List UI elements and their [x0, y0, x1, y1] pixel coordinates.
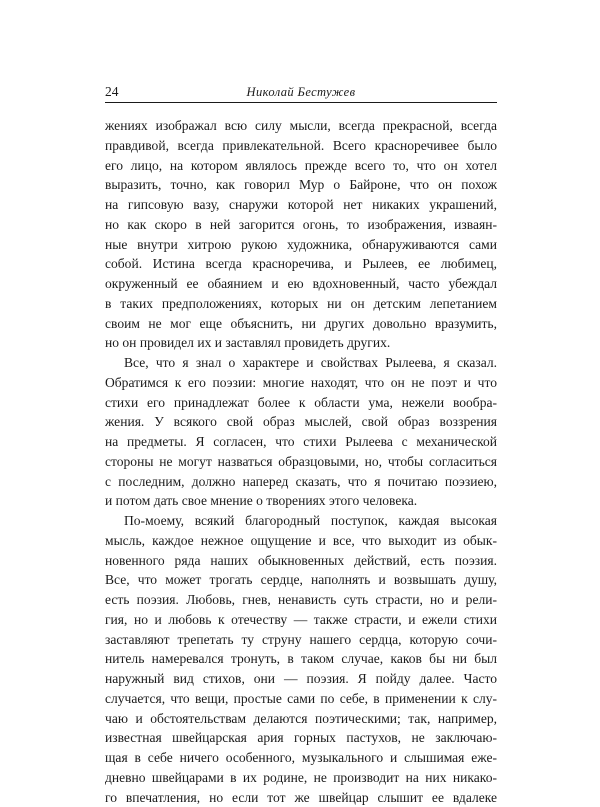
body-text: [105, 116, 497, 807]
text-line: стороны не могут назваться образцовыми, но, чтобы согласиться: [105, 452, 497, 472]
text-line: дневно швейцарами в их родине, не производит на них никако-: [105, 768, 497, 788]
text-line: Все, что я знал о характере и свойствах Рылеева, я сказал.: [105, 353, 497, 373]
text-line: стихи его принадлежат более к области ума, нежели вообра-: [105, 393, 497, 413]
running-head: [105, 84, 497, 103]
text-line: жения. У всякого свой образ мыслей, свой образ воззрения: [105, 412, 497, 432]
page-number: 24: [105, 84, 119, 100]
text-line: гия, но и любовь к отечеству — также страсти, и ежели стихи: [105, 610, 497, 630]
text-line: жениях изображал всю силу мысли, всегда прекрасной, всегда: [105, 116, 497, 136]
text-line: чаю и обстоятельствам делаются поэтическими; так, например,: [105, 709, 497, 729]
text-line: есть поэзия. Любовь, гнев, ненависть суть страсти, но и рели-: [105, 590, 497, 610]
book-page: [105, 84, 497, 807]
text-line: заставляют трепетать ту струну нашего сердца, которую сочи-: [105, 630, 497, 650]
text-line: окруженный ее обаянием и ею вдохновенный, часто убеждал: [105, 274, 497, 294]
text-line: случается, что вещи, простые сами по себе, в применении к слу-: [105, 689, 497, 709]
paragraph-1: [105, 116, 497, 353]
text-line: известная швейцарская ария горных пастухов, не заключаю-: [105, 728, 497, 748]
text-line: наружный вид стихов, они — поэзия. Я пойду далее. Часто: [105, 669, 497, 689]
text-line: с последним, должно наперед сказать, что я почитаю поэзиею,: [105, 472, 497, 492]
text-line: на предметы. Я согласен, что стихи Рылеева с механической: [105, 432, 497, 452]
text-line: Все, что может трогать сердце, наполнять и возвышать душу,: [105, 570, 497, 590]
running-title: Николай Бестужев: [105, 84, 497, 100]
text-line: По-моему, всякий благородный поступок, каждая высокая: [105, 511, 497, 531]
text-line: но он провидел их и заставлял провидеть других.: [105, 333, 497, 353]
paragraph-3: [105, 511, 497, 807]
text-line: мысль, каждое нежное ощущение и все, что выходит из обык-: [105, 531, 497, 551]
text-line: Обратимся к его поэзии: многие находят, что он не поэт и что: [105, 373, 497, 393]
text-line: на гипсовую вазу, снаружи которой нет никаких украшений,: [105, 195, 497, 215]
text-line: го впечатления, но если тот же швейцар слышит ее вдалеке: [105, 788, 497, 807]
text-line: своим не мог еще объяснить, ни других довольно вразумить,: [105, 314, 497, 334]
text-line: собой. Истина всегда красноречива, и Рылеев, ее любимец,: [105, 254, 497, 274]
text-line: и потом дать свое мнение о творениях этого человека.: [105, 491, 497, 511]
text-line: выразить, точно, как говорил Мур о Байроне, что он похож: [105, 175, 497, 195]
text-line: но как скоро в ней загорится огонь, то изображения, изваян-: [105, 215, 497, 235]
text-line: новенного ряда наших обыкновенных действий, есть поэзия.: [105, 551, 497, 571]
text-line: его лицо, на котором являлось прежде всего то, что он хотел: [105, 156, 497, 176]
text-line: нитель намеревался тронуть, в таком случае, каков бы ни был: [105, 649, 497, 669]
text-line: ные внутри хитрою рукою художника, обнаруживаются сами: [105, 235, 497, 255]
paragraph-2: [105, 353, 497, 511]
text-line: щая в себе ничего особенного, музыкального и слышимая еже-: [105, 748, 497, 768]
text-line: правдивой, всегда привлекательной. Всего красноречивее было: [105, 136, 497, 156]
text-line: в таких предположениях, которых ни он детским лепетанием: [105, 294, 497, 314]
